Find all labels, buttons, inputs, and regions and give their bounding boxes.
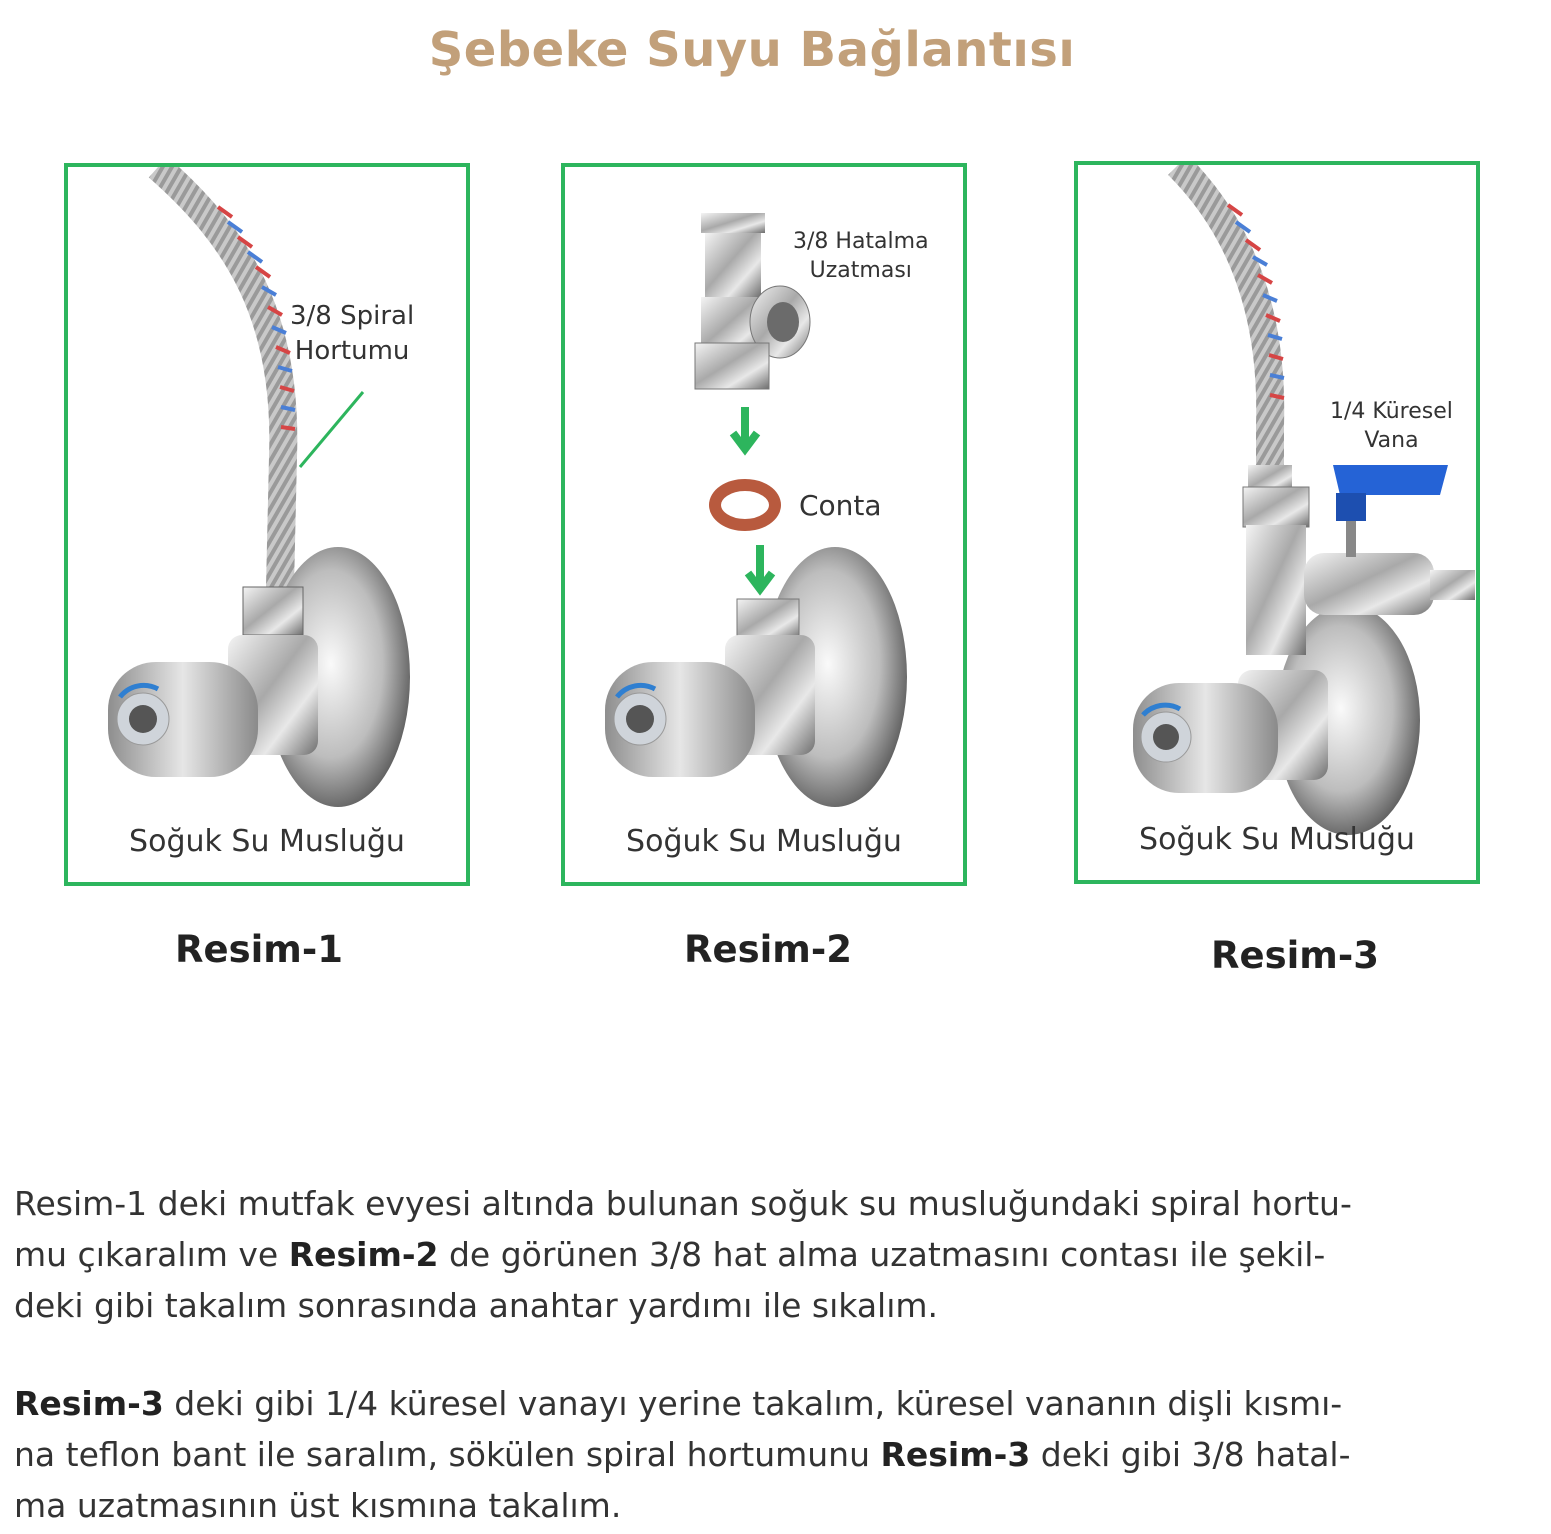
ball-valve-assembly-illustration <box>1078 165 1476 880</box>
angle-valve-with-hose-illustration <box>68 167 466 882</box>
gasket-label: Conta <box>799 489 882 522</box>
instruction-paragraph-2: Resim-3 deki gibi 1/4 küresel vanayı yerine takalım, küresel vananın dişli kısmı- na teflon bant ile saralım, sökülen spiral hortumunu Resim-3 deki gibi 3/8 hatal- ma uzatmasının üst kısmına takalım. <box>14 1384 1351 1525</box>
faucet-caption: Soğuk Su Musluğu <box>129 824 405 859</box>
valve-handle-icon <box>1333 465 1448 495</box>
figure-label-1: Resim-1 <box>175 928 343 971</box>
extension-label: 3/8 Hatalma Uzatması <box>793 229 929 283</box>
gasket-icon <box>715 485 775 525</box>
ball-valve-label: 1/4 Küresel Vana <box>1330 399 1453 453</box>
instruction-paragraph-1: Resim-1 deki mutfak evyesi altında bulunan soğuk su musluğundaki spiral hortu- mu çıkaralım ve Resim-2 de görünen 3/8 hat alma uzatmasını contası ile şekil- deki gibi takalım sonrasında anahtar yardımı ile sıkalım. <box>14 1184 1352 1325</box>
faucet-caption: Soğuk Su Musluğu <box>1139 822 1415 857</box>
page-title: Şebeke Suyu Bağlantısı <box>428 22 1076 78</box>
figure-panel-3 <box>1074 161 1480 884</box>
figure-panel-1 <box>64 163 470 886</box>
arrow-down-icon <box>748 545 772 589</box>
figure-label-3: Resim-3 <box>1211 934 1379 977</box>
callout-line <box>300 392 363 467</box>
faucet-caption: Soğuk Su Musluğu <box>626 824 902 859</box>
figure-label-2: Resim-2 <box>684 928 852 971</box>
arrow-down-icon <box>733 407 757 449</box>
callout-label: 3/8 Spiral Hortumu <box>290 301 415 366</box>
figure-panel-2 <box>561 163 967 886</box>
